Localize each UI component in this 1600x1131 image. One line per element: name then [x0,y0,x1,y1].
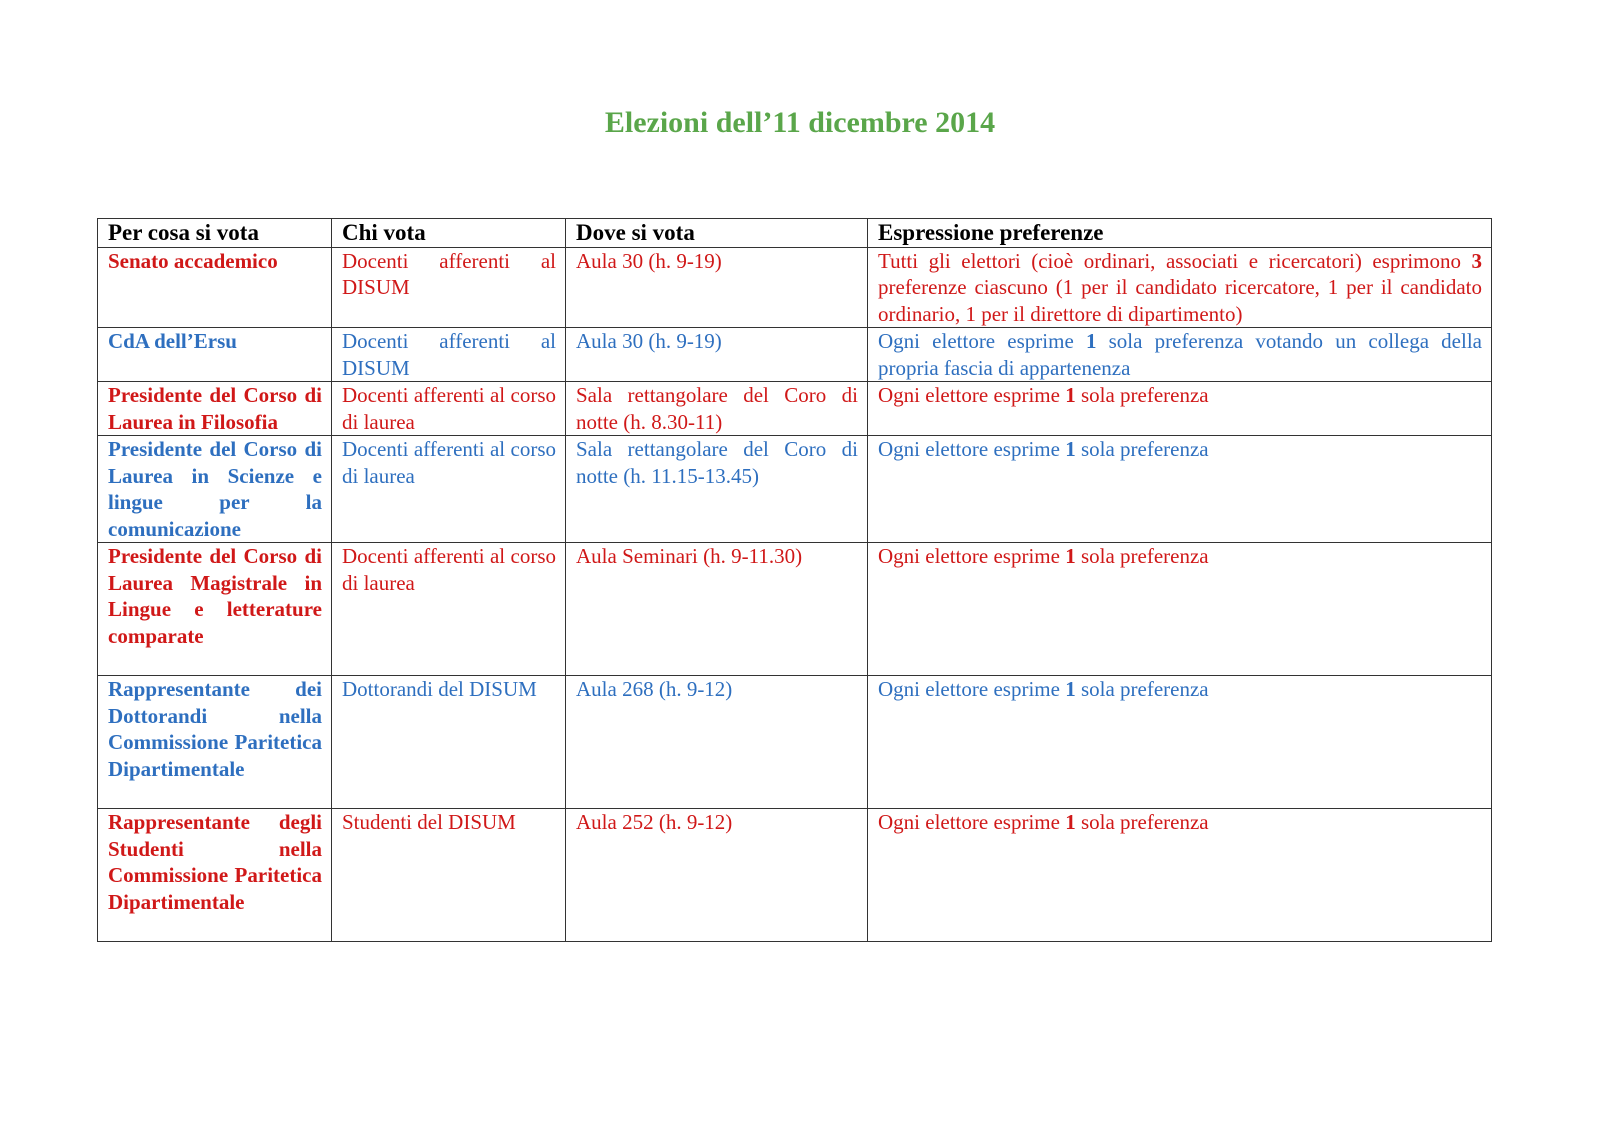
cell-who: Docenti afferenti al DISUM [332,247,566,328]
header-who: Chi vota [332,219,566,248]
elections-table [97,218,1492,942]
cell-where: Aula 30 (h. 9-19) [566,328,868,382]
cell-what: Rappresentante degli Studenti nella Commissione Paritetica Dipartimentale [98,809,332,942]
cell-prefs [868,382,1492,436]
table-row [98,676,1492,809]
cell-where: Sala rettangolare del Coro di notte (h. 8.30-11) [566,382,868,436]
cell-where: Aula Seminari (h. 9-11.30) [566,543,868,676]
prefs-text-after: sola preferenza votando un collega della propria fascia di appartenenza [878,329,1482,380]
prefs-text-after: sola preferenza [1075,810,1209,834]
cell-prefs [868,328,1492,382]
table-row [98,809,1492,942]
prefs-text-after: sola preferenza [1075,544,1209,568]
prefs-count: 1 [1065,544,1076,568]
table-row [98,543,1492,676]
cell-who: Dottorandi del DISUM [332,676,566,809]
prefs-text-after: preferenze ciascuno (1 per il candidato ricercatore, 1 per il candidato ordinario, 1 per il direttore di dipartimento) [878,275,1482,326]
table-row [98,247,1492,328]
prefs-text-before: Ogni elettore esprime [878,383,1066,407]
table-row [98,382,1492,436]
cell-who: Studenti del DISUM [332,809,566,942]
cell-what: Presidente del Corso di Laurea in Scienze e lingue per la comunicazione [98,436,332,543]
cell-where: Aula 268 (h. 9-12) [566,676,868,809]
prefs-count: 1 [1065,383,1076,407]
cell-what: CdA dell’Ersu [98,328,332,382]
document-title: Elezioni dell’11 dicembre 2014 [604,106,996,139]
cell-prefs [868,247,1492,328]
prefs-count: 1 [1085,329,1097,353]
cell-where: Aula 30 (h. 9-19) [566,247,868,328]
cell-what: Senato accademico [98,247,332,328]
cell-who: Docenti afferenti al corso di laurea [332,436,566,543]
prefs-text-before: Ogni elettore esprime [878,329,1086,353]
prefs-text-after: sola preferenza [1075,437,1209,461]
table-body [98,247,1492,942]
prefs-text-after: sola preferenza [1075,383,1209,407]
cell-prefs [868,676,1492,809]
cell-who: Docenti afferenti al corso di laurea [332,543,566,676]
cell-where: Sala rettangolare del Coro di notte (h. 11.15-13.45) [566,436,868,543]
prefs-text-before: Ogni elettore esprime [878,677,1066,701]
prefs-text-before: Tutti gli elettori (cioè ordinari, associati e ricercatori) esprimono [878,248,1472,273]
prefs-count: 1 [1065,437,1076,461]
prefs-count: 3 [1471,248,1482,273]
header-prefs: Espressione preferenze [868,219,1492,248]
header-what: Per cosa si vota [98,219,332,248]
table-header [98,219,1492,248]
cell-who: Docenti afferenti al DISUM [332,328,566,382]
cell-prefs [868,543,1492,676]
cell-where: Aula 252 (h. 9-12) [566,809,868,942]
table-row [98,328,1492,382]
prefs-text-before: Ogni elettore esprime [878,544,1066,568]
header-where: Dove si vota [566,219,868,248]
cell-what: Rappresentante dei Dottorandi nella Commissione Paritetica Dipartimentale [98,676,332,809]
prefs-text-before: Ogni elettore esprime [878,437,1066,461]
cell-what: Presidente del Corso di Laurea in Filosofia [98,382,332,436]
prefs-count: 1 [1065,677,1076,701]
prefs-text-before: Ogni elettore esprime [878,810,1066,834]
table-row [98,436,1492,543]
cell-who: Docenti afferenti al corso di laurea [332,382,566,436]
header-row [98,219,1492,248]
prefs-count: 1 [1065,810,1076,834]
prefs-text-after: sola preferenza [1075,677,1209,701]
cell-prefs [868,809,1492,942]
cell-what: Presidente del Corso di Laurea Magistrale in Lingue e letterature comparate [98,543,332,676]
cell-prefs [868,436,1492,543]
